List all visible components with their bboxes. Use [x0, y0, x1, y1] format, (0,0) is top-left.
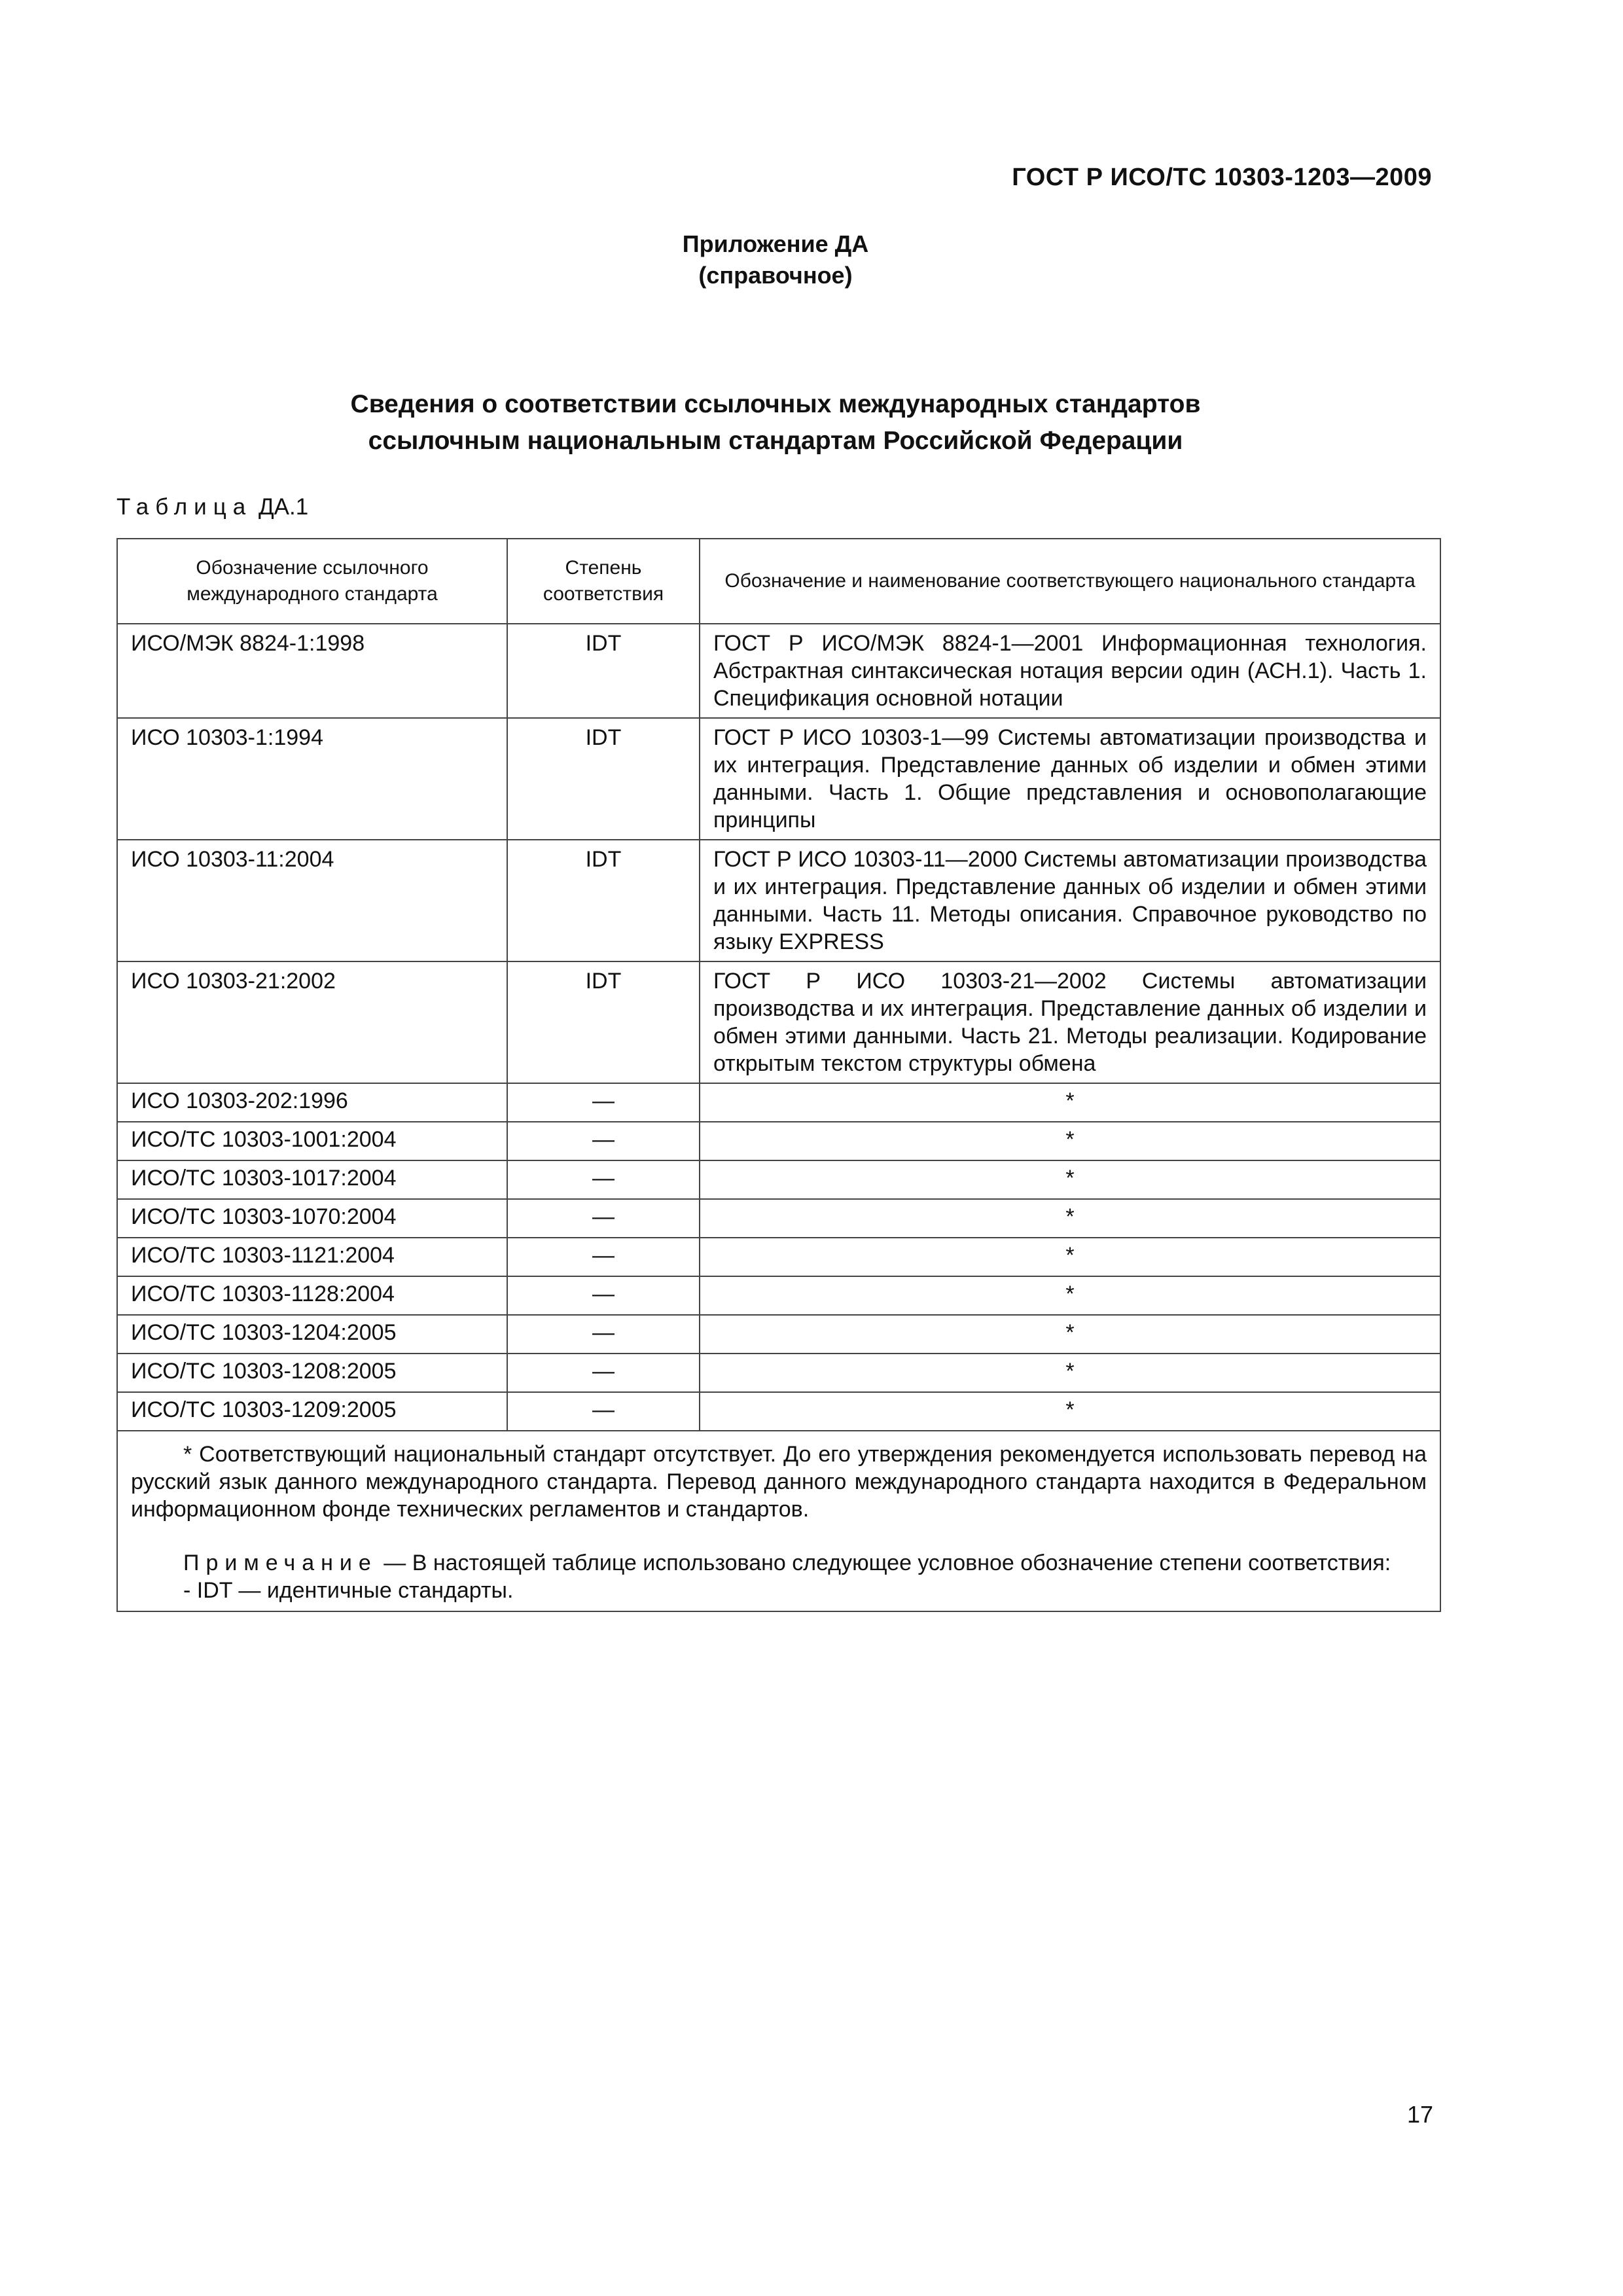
cell-intl: ИСО/ТС 10303-1128:2004 [117, 1276, 507, 1315]
cell-intl: ИСО 10303-1:1994 [117, 718, 507, 840]
cell-national: ГОСТ Р ИСО/МЭК 8824-1—2001 Информационная технология. Абстрактная синтаксическая нотация версии один (АСН.1). Часть 1. Спецификация основной нотации [700, 624, 1440, 718]
cell-national: * [700, 1315, 1440, 1354]
cell-national: * [700, 1392, 1440, 1431]
note-label: Примечание [183, 1551, 378, 1575]
cell-intl: ИСО/ТС 10303-1017:2004 [117, 1160, 507, 1199]
cell-degree: — [507, 1276, 700, 1315]
cell-degree: — [507, 1315, 700, 1354]
cell-intl: ИСО/ТС 10303-1001:2004 [117, 1122, 507, 1160]
cell-national: ГОСТ Р ИСО 10303-1—99 Системы автоматизации производства и их интеграция. Представление данных об изделии и обмен этими данными. Часть 1. Общие представления и основополагающие принципы [700, 718, 1440, 840]
appendix-status: (справочное) [698, 262, 853, 289]
table-row [117, 1315, 1440, 1354]
cell-national: ГОСТ Р ИСО 10303-11—2000 Системы автоматизации производства и их интеграция. Представление данных об изделии и обмен этими данными. Часть 11. Методы описания. Справочное руководство по языку EXPRESS [700, 840, 1440, 961]
note-paragraph [131, 1549, 1427, 1577]
cell-national: * [700, 1160, 1440, 1199]
header-degree: Степень соответствия [507, 539, 700, 624]
table-row [117, 1160, 1440, 1199]
cell-intl: ИСО/МЭК 8824-1:1998 [117, 624, 507, 718]
cell-intl: ИСО/ТС 10303-1121:2004 [117, 1238, 507, 1276]
cell-degree: — [507, 1122, 700, 1160]
cell-intl: ИСО/ТС 10303-1070:2004 [117, 1199, 507, 1238]
cell-degree: — [507, 1199, 700, 1238]
correspondence-table [116, 538, 1441, 1612]
footnote-text: * Соответствующий национальный стандарт отсутствует. До его утверждения рекомендуется использовать перевод на русский язык данного международного стандарта. Перевод данного международного стандарта находится в Федеральном информационном фонде технических регламентов и стандартов. [131, 1442, 1427, 1522]
appendix-title: Приложение ДА [682, 230, 869, 257]
cell-national: * [700, 1122, 1440, 1160]
cell-intl: ИСО 10303-202:1996 [117, 1083, 507, 1122]
cell-national: * [700, 1276, 1440, 1315]
cell-intl: ИСО 10303-11:2004 [117, 840, 507, 961]
table-footer-row [117, 1431, 1440, 1611]
table-row [117, 840, 1440, 961]
cell-national: * [700, 1199, 1440, 1238]
table-caption [116, 494, 308, 520]
cell-degree: — [507, 1354, 700, 1392]
cell-national: * [700, 1354, 1440, 1392]
table-row [117, 1238, 1440, 1276]
cell-degree: — [507, 1083, 700, 1122]
cell-degree: IDT [507, 718, 700, 840]
cell-national: ГОСТ Р ИСО 10303-21—2002 Системы автоматизации производства и их интеграция. Представление данных об изделии и обмен этими данными. Часть 21. Методы реализации. Кодирование открытым текстом структуры обмена [700, 961, 1440, 1083]
cell-degree: — [507, 1238, 700, 1276]
cell-degree: — [507, 1160, 700, 1199]
cell-intl: ИСО/ТС 10303-1209:2005 [117, 1392, 507, 1431]
table-header-row [117, 539, 1440, 624]
cell-national: * [700, 1238, 1440, 1276]
table-row [117, 1199, 1440, 1238]
table-row [117, 961, 1440, 1083]
table-row [117, 1083, 1440, 1122]
cell-intl: ИСО/ТС 10303-1204:2005 [117, 1315, 507, 1354]
table-row [117, 1392, 1440, 1431]
cell-intl: ИСО 10303-21:2002 [117, 961, 507, 1083]
table-row [117, 1354, 1440, 1392]
cell-national: * [700, 1083, 1440, 1122]
table-row [117, 624, 1440, 718]
section-title [0, 386, 1551, 459]
cell-degree: IDT [507, 961, 700, 1083]
section-title-line-1: Сведения о соответствии ссылочных международных стандартов [350, 390, 1201, 418]
table-row [117, 1276, 1440, 1315]
table-caption-word: Таблица [116, 494, 253, 520]
note-item: - IDT — идентичные стандарты. [183, 1578, 514, 1603]
page-number: 17 [1406, 2101, 1433, 2128]
header-intl-standard: Обозначение ссылочного международного стандарта [117, 539, 507, 624]
table-row [117, 718, 1440, 840]
cell-degree: IDT [507, 840, 700, 961]
note-text: — В настоящей таблице использовано следующее условное обозначение степени соответствия: [377, 1551, 1391, 1575]
cell-degree: IDT [507, 624, 700, 718]
header-national-standard: Обозначение и наименование соответствующего национального стандарта [700, 539, 1440, 624]
table-row [117, 1122, 1440, 1160]
cell-intl: ИСО/ТС 10303-1208:2005 [117, 1354, 507, 1392]
table-footer [117, 1431, 1440, 1611]
table-caption-number: ДА.1 [258, 494, 309, 520]
document-code: ГОСТ Р ИСО/ТС 10303-1203—2009 [1012, 164, 1432, 191]
section-title-line-2: ссылочным национальным стандартам Российской Федерации [368, 427, 1183, 455]
cell-degree: — [507, 1392, 700, 1431]
